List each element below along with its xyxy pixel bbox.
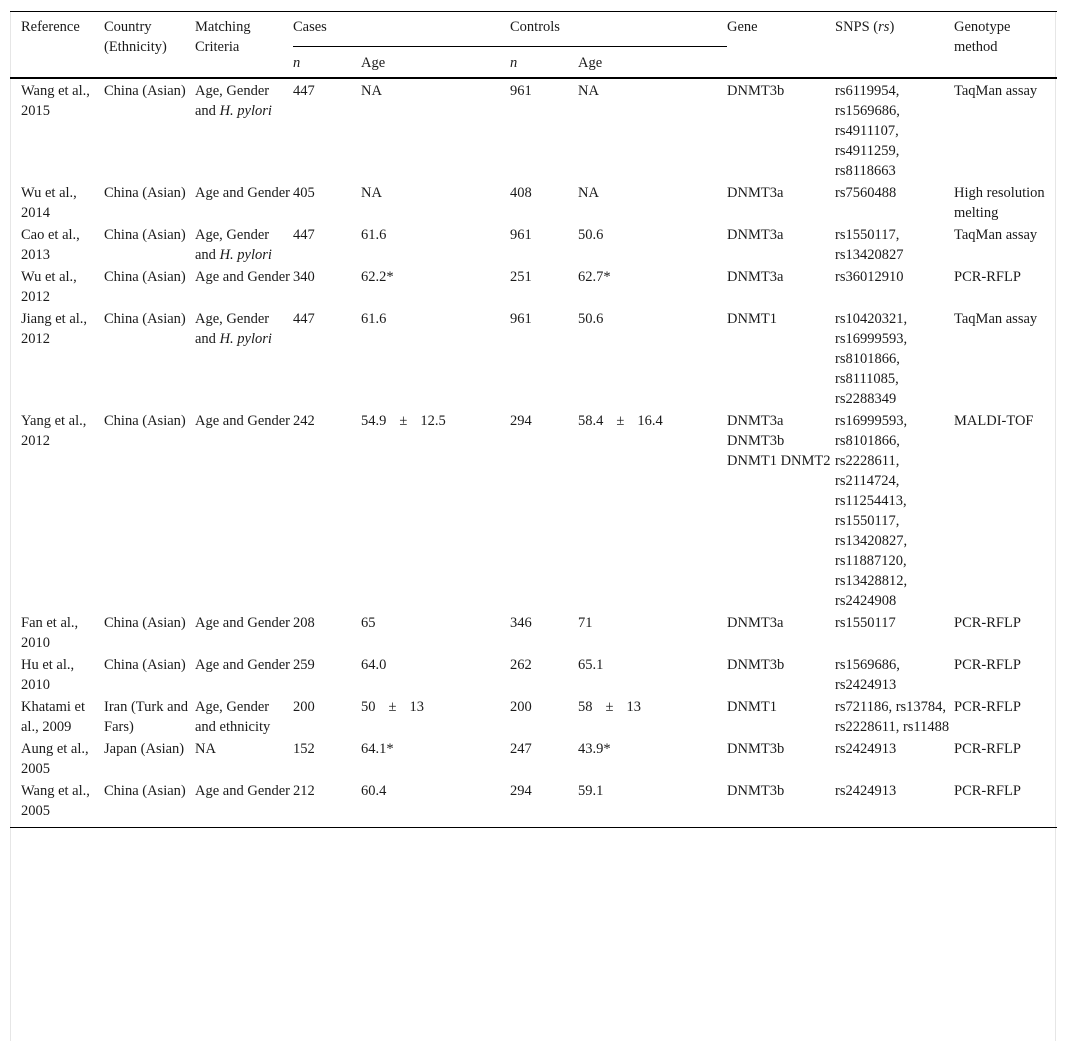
cell-snps: rs6119954, rs1569686, rs4911107, rs4911259, rs8118663 — [835, 83, 900, 179]
cell-matching: Age and Gender — [195, 413, 291, 429]
cell-reference: Khatami et al., 2009 — [21, 699, 86, 735]
header-cases-n: n — [293, 55, 301, 71]
cell-controls-n: 961 — [510, 83, 532, 99]
cell-reference: Wang et al., 2005 — [21, 783, 90, 819]
cell-gene: DNMT3b — [727, 83, 785, 99]
cell-controls-n: 247 — [510, 741, 532, 757]
cell-snps: rs721186, rs13784, rs2228611, rs11488 — [835, 699, 950, 735]
cell-country: Iran (Turk and Fars) — [104, 699, 189, 735]
cell-matching: Age, Gender and H. pylori — [195, 311, 272, 347]
cell-method: TaqMan assay — [954, 311, 1038, 327]
cell-snps: rs1569686, rs2424913 — [835, 657, 900, 693]
cell-cases-n: 212 — [293, 783, 315, 799]
table-row — [10, 779, 1057, 828]
cell-cases-n: 259 — [293, 657, 315, 673]
cell-cases-age: 61.6 — [361, 227, 387, 243]
cell-gene: DNMT1 — [727, 699, 777, 715]
cell-method: MALDI-TOF — [954, 413, 1034, 429]
cell-snps: rs36012910 — [835, 269, 904, 285]
table-row — [10, 78, 1057, 181]
header-snps: SNPS (rs) — [835, 19, 895, 35]
cell-controls-age: 71 — [578, 615, 593, 631]
cell-controls-age: 50.6 — [578, 227, 604, 243]
cell-gene: DNMT3a — [727, 269, 784, 285]
cell-matching: Age and Gender — [195, 657, 291, 673]
table-row — [10, 181, 1057, 223]
table-row — [10, 653, 1057, 695]
cell-cases-age: NA — [361, 83, 382, 99]
cell-gene: DNMT3b — [727, 741, 785, 757]
cell-method: PCR-RFLP — [954, 615, 1021, 631]
table-row — [10, 223, 1057, 265]
cell-method: PCR-RFLP — [954, 269, 1021, 285]
cell-cases-n: 340 — [293, 269, 315, 285]
cell-controls-age: 58 ± 13 — [578, 699, 641, 715]
cell-cases-n: 208 — [293, 615, 315, 631]
cell-method: TaqMan assay — [954, 83, 1038, 99]
cell-gene: DNMT3a — [727, 185, 784, 201]
cell-cases-n: 152 — [293, 741, 315, 757]
cell-cases-age: 61.6 — [361, 311, 387, 327]
cell-cases-age: 64.0 — [361, 657, 387, 673]
table-body — [10, 78, 1057, 828]
cell-matching: Age and Gender — [195, 783, 291, 799]
cell-cases-age: 65 — [361, 615, 376, 631]
cell-cases-n: 447 — [293, 227, 315, 243]
cell-cases-age: NA — [361, 185, 382, 201]
cell-reference: Jiang et al., 2012 — [21, 311, 88, 347]
studies-table — [10, 11, 1057, 828]
cell-reference: Fan et al., 2010 — [21, 615, 79, 651]
cell-controls-age: 59.1 — [578, 783, 604, 799]
cell-country: China (Asian) — [104, 185, 186, 201]
cell-controls-n: 200 — [510, 699, 532, 715]
cell-matching: Age, Gender and H. pylori — [195, 227, 272, 263]
cell-cases-age: 50 ± 13 — [361, 699, 424, 715]
cell-controls-n: 408 — [510, 185, 532, 201]
cell-country: China (Asian) — [104, 83, 186, 99]
table-row — [10, 611, 1057, 653]
cell-country: China (Asian) — [104, 783, 186, 799]
cell-controls-n: 251 — [510, 269, 532, 285]
cell-matching: Age and Gender — [195, 185, 291, 201]
table-row — [10, 409, 1057, 611]
cell-country: China (Asian) — [104, 615, 186, 631]
cell-country: China (Asian) — [104, 311, 186, 327]
cell-matching: Age, Gender and H. pylori — [195, 83, 272, 119]
cell-method: PCR-RFLP — [954, 783, 1021, 799]
cell-matching: Age and Gender — [195, 269, 291, 285]
cell-reference: Wang et al., 2015 — [21, 83, 90, 119]
cell-snps: rs10420321, rs16999593, rs8101866, rs8111085, rs2288349 — [835, 311, 908, 407]
cell-method: High resolution melting — [954, 185, 1045, 221]
cell-gene: DNMT3a — [727, 615, 784, 631]
cell-gene: DNMT1 — [727, 311, 777, 327]
header-controls: Controls — [510, 12, 727, 47]
cell-controls-n: 294 — [510, 413, 532, 429]
cell-snps: rs2424913 — [835, 741, 897, 757]
cell-country: China (Asian) — [104, 413, 186, 429]
cell-gene: DNMT3b — [727, 657, 785, 673]
cell-reference: Wu et al., 2014 — [21, 185, 77, 221]
cell-method: PCR-RFLP — [954, 657, 1021, 673]
cell-cases-age: 54.9 ± 12.5 — [361, 413, 446, 429]
cell-cases-n: 405 — [293, 185, 315, 201]
cell-reference: Hu et al., 2010 — [21, 657, 75, 693]
cell-country: Japan (Asian) — [104, 741, 185, 757]
cell-cases-n: 242 — [293, 413, 315, 429]
cell-cases-n: 447 — [293, 83, 315, 99]
cell-controls-n: 262 — [510, 657, 532, 673]
cell-controls-age: NA — [578, 83, 599, 99]
cell-country: China (Asian) — [104, 269, 186, 285]
header-reference: Reference — [21, 19, 80, 35]
cell-method: PCR-RFLP — [954, 741, 1021, 757]
cell-controls-age: NA — [578, 185, 599, 201]
cell-cases-age: 64.1* — [361, 741, 394, 757]
cell-controls-age: 50.6 — [578, 311, 604, 327]
cell-matching: Age and Gender — [195, 615, 291, 631]
cell-gene: DNMT3a DNMT3b DNMT1 DNMT2 — [727, 413, 831, 469]
cell-controls-age: 43.9* — [578, 741, 611, 757]
table-row — [10, 695, 1057, 737]
cell-cases-age: 62.2* — [361, 269, 394, 285]
cell-controls-n: 294 — [510, 783, 532, 799]
cell-cases-n: 200 — [293, 699, 315, 715]
cell-gene: DNMT3b — [727, 783, 785, 799]
table-row — [10, 737, 1057, 779]
cell-reference: Cao et al., 2013 — [21, 227, 80, 263]
cell-reference: Yang et al., 2012 — [21, 413, 87, 449]
header-controls-age: Age — [578, 55, 603, 71]
header-gene: Gene — [727, 19, 758, 35]
cell-matching: NA — [195, 741, 216, 757]
header-controls-n: n — [510, 55, 518, 71]
cell-controls-n: 961 — [510, 227, 532, 243]
cell-snps: rs1550117 — [835, 615, 896, 631]
header-matching: Matching Criteria — [195, 19, 251, 55]
header-cases-age: Age — [361, 55, 386, 71]
table-row — [10, 265, 1057, 307]
cell-controls-age: 62.7* — [578, 269, 611, 285]
cell-controls-n: 961 — [510, 311, 532, 327]
cell-country: China (Asian) — [104, 657, 186, 673]
cell-controls-n: 346 — [510, 615, 532, 631]
cell-snps: rs1550117, rs13420827 — [835, 227, 904, 263]
table-row — [10, 307, 1057, 409]
cell-cases-n: 447 — [293, 311, 315, 327]
cell-reference: Aung et al., 2005 — [21, 741, 89, 777]
cell-controls-age: 58.4 ± 16.4 — [578, 413, 663, 429]
cell-method: TaqMan assay — [954, 227, 1038, 243]
cell-snps: rs7560488 — [835, 185, 897, 201]
cell-cases-age: 60.4 — [361, 783, 387, 799]
header-genotype: Genotype method — [954, 19, 1011, 55]
cell-method: PCR-RFLP — [954, 699, 1021, 715]
cell-controls-age: 65.1 — [578, 657, 604, 673]
cell-country: China (Asian) — [104, 227, 186, 243]
cell-gene: DNMT3a — [727, 227, 784, 243]
header-country: Country (Ethnicity) — [104, 19, 167, 55]
cell-matching: Age, Gender and ethnicity — [195, 699, 271, 735]
cell-snps: rs16999593, rs8101866, rs2228611, rs2114724, rs11254413, rs1550117, rs13420827, rs11887120, rs13428812, rs2424908 — [835, 413, 908, 609]
cell-reference: Wu et al., 2012 — [21, 269, 77, 305]
header-cases: Cases — [293, 12, 510, 47]
cell-snps: rs2424913 — [835, 783, 897, 799]
